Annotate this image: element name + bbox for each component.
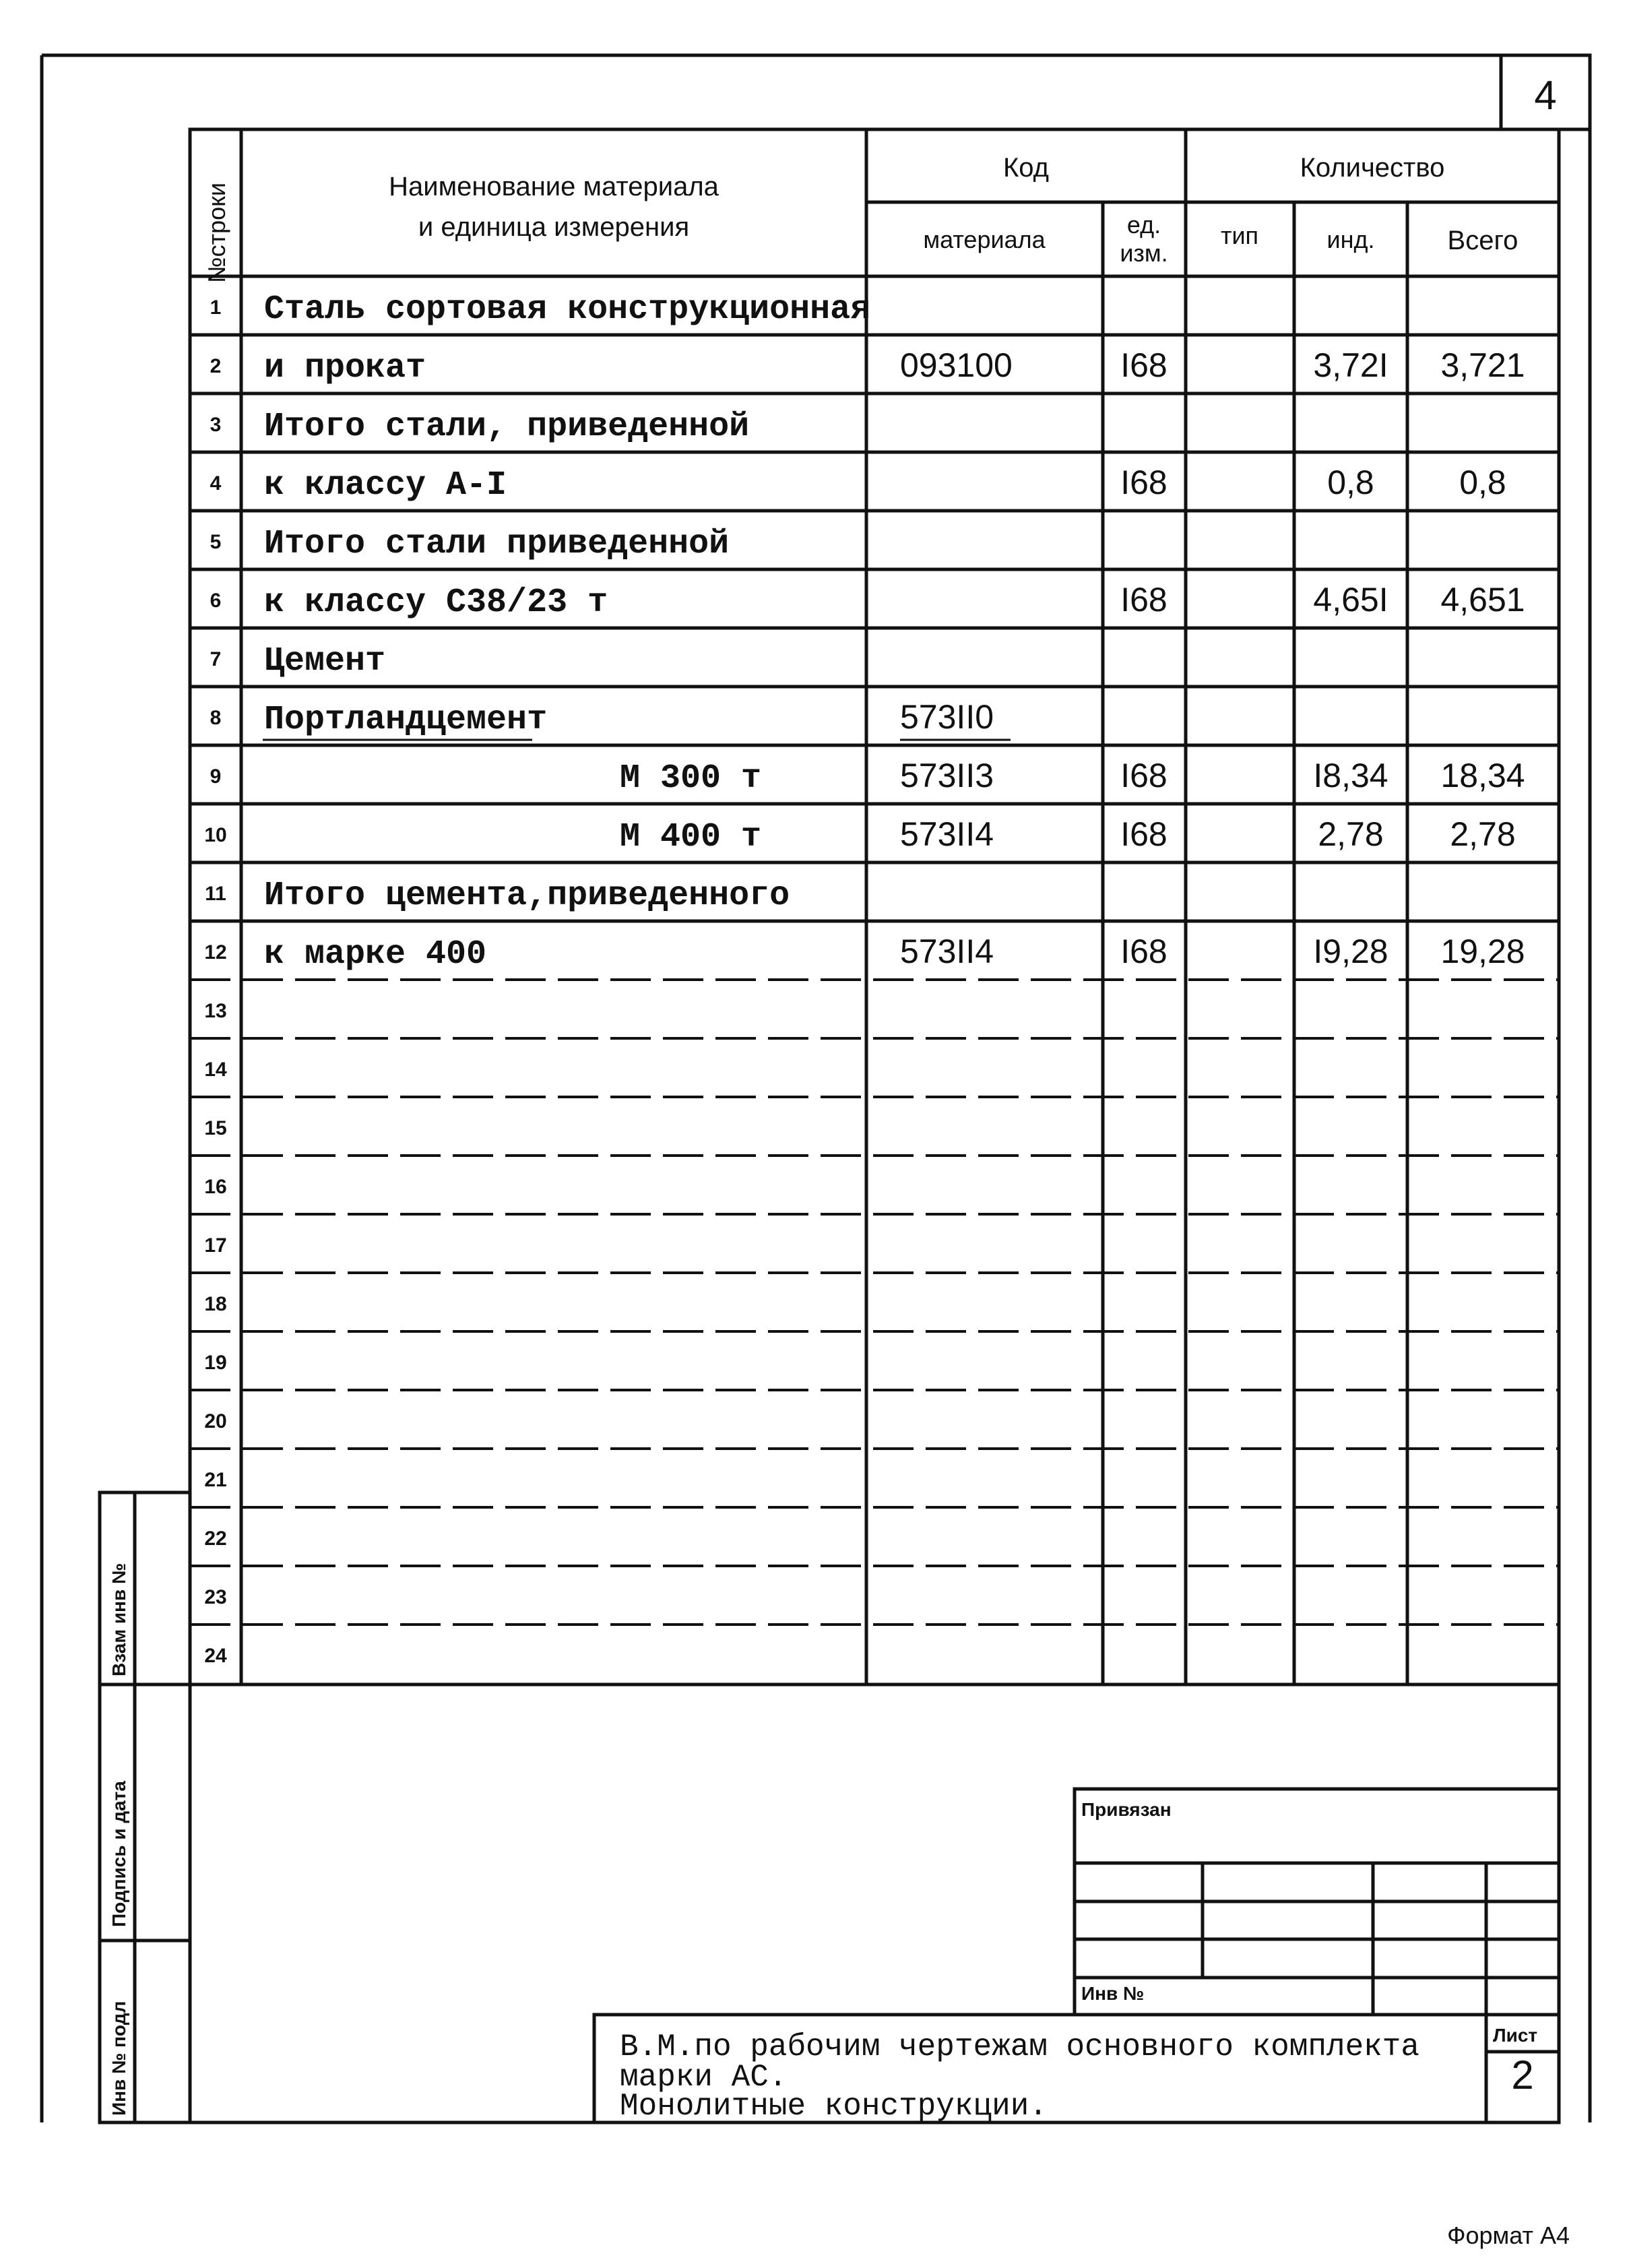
row-name-cell: Итого стали, приведенной — [264, 408, 750, 446]
row-name-cell: к марке 400 — [264, 935, 487, 974]
row-ind-cell: I9,28 — [1313, 933, 1388, 970]
row-unit-cell: I68 — [1120, 933, 1168, 970]
row-name-cell: Цемент — [264, 642, 386, 681]
row-number: 19 — [204, 1352, 227, 1374]
row-unit-cell: I68 — [1120, 815, 1168, 853]
row-number: 20 — [204, 1410, 227, 1432]
row-number: 17 — [204, 1234, 227, 1257]
header-qty-group: Количество — [1300, 153, 1445, 183]
side-stamp-column — [100, 1492, 190, 2122]
header-material-code: материала — [923, 226, 1046, 253]
row-name-cell: Итого стали приведенной — [264, 525, 730, 563]
row-number: 1 — [210, 296, 222, 319]
header-type: тип — [1220, 222, 1259, 249]
header-row-no: №строки — [203, 182, 230, 283]
title-block — [594, 1789, 1559, 2124]
row-number: 22 — [204, 1527, 227, 1550]
row-unit-cell: I68 — [1120, 346, 1168, 384]
row-name-cell: к классу А-I — [264, 466, 507, 505]
title-description-line1: В.М.по рабочим чертежам основного комплекта — [620, 2029, 1419, 2065]
row-number: 9 — [210, 765, 222, 788]
row-number: 6 — [210, 590, 222, 612]
row-total-cell: 4,651 — [1440, 581, 1525, 619]
side-vzam-inv: Взам инв № — [108, 1563, 129, 1676]
row-number: 24 — [204, 1645, 227, 1667]
row-number: 10 — [204, 824, 227, 846]
title-privyazan: Привязан — [1081, 1799, 1172, 1820]
row-code-cell: 573II3 — [900, 757, 994, 794]
row-ind-cell: 2,78 — [1318, 815, 1384, 853]
row-numbers — [204, 296, 227, 1667]
page-number: 4 — [1534, 73, 1557, 118]
row-total-cell: 3,721 — [1440, 346, 1525, 384]
row-number: 14 — [204, 1059, 227, 1081]
side-podpis-data: Подпись и дата — [108, 1781, 129, 1927]
header-ind: инд. — [1326, 226, 1375, 253]
row-total-cell: 2,78 — [1450, 815, 1516, 853]
title-description-line3: Монолитные конструкции. — [620, 2089, 1048, 2124]
row-name-cell: Сталь сортовая конструкционная — [264, 290, 871, 329]
row-code-cell: 573II0 — [900, 698, 994, 736]
header-unit-line1: ед. — [1126, 211, 1161, 239]
row-number: 15 — [204, 1117, 227, 1139]
title-sheet-number: 2 — [1511, 2052, 1534, 2098]
row-number: 2 — [210, 355, 222, 377]
row-number: 4 — [210, 472, 222, 495]
row-number: 8 — [210, 707, 222, 729]
row-total-cell: 0,8 — [1459, 464, 1506, 501]
side-inv-podl: Инв № подл — [108, 2001, 129, 2116]
row-ind-cell: 4,65I — [1313, 581, 1388, 619]
header-total: Всего — [1447, 226, 1518, 255]
row-total-cell: 19,28 — [1440, 933, 1525, 970]
title-inv-no: Инв № — [1081, 1983, 1145, 2004]
row-name-cell: и прокат — [264, 349, 426, 387]
footer-format: Формат А4 — [1447, 2222, 1570, 2249]
title-description-line2: марки АС. — [620, 2060, 788, 2095]
row-number: 23 — [204, 1586, 227, 1608]
row-number: 13 — [204, 1000, 227, 1022]
header-code-group: Код — [1002, 153, 1050, 183]
row-code-cell: 573II4 — [900, 815, 994, 853]
row-number: 7 — [210, 648, 222, 670]
row-number: 5 — [210, 531, 222, 553]
row-name-cell: Портландцемент — [264, 701, 548, 739]
row-unit-cell: I68 — [1120, 464, 1168, 501]
row-code-cell: 573II4 — [900, 933, 994, 970]
row-unit-cell: I68 — [1120, 581, 1168, 619]
row-ind-cell: 0,8 — [1327, 464, 1374, 501]
row-number: 18 — [204, 1293, 227, 1315]
row-number: 12 — [204, 941, 227, 964]
title-sheet-label: Лист — [1493, 2025, 1538, 2046]
row-ind-cell: 3,72I — [1313, 346, 1388, 384]
row-unit-cell: I68 — [1120, 757, 1168, 794]
header-name-line2: и единица измерения — [418, 212, 690, 242]
header-name-line1: Наименование материала — [389, 172, 719, 201]
row-number: 11 — [205, 883, 226, 905]
row-total-cell: 18,34 — [1440, 757, 1525, 794]
row-number: 21 — [204, 1469, 227, 1491]
row-name-cell: к классу С38/23 т — [264, 584, 608, 622]
row-number: 16 — [204, 1176, 227, 1198]
row-number: 3 — [210, 414, 222, 436]
row-name-cell: М 400 т — [619, 818, 761, 856]
row-code-cell: 093100 — [900, 346, 1013, 384]
row-name-cell: Итого цемента,приведенного — [264, 877, 790, 915]
row-ind-cell: I8,34 — [1313, 757, 1388, 794]
row-name-cell: М 300 т — [619, 759, 761, 798]
header-unit-line2: изм. — [1120, 239, 1168, 267]
